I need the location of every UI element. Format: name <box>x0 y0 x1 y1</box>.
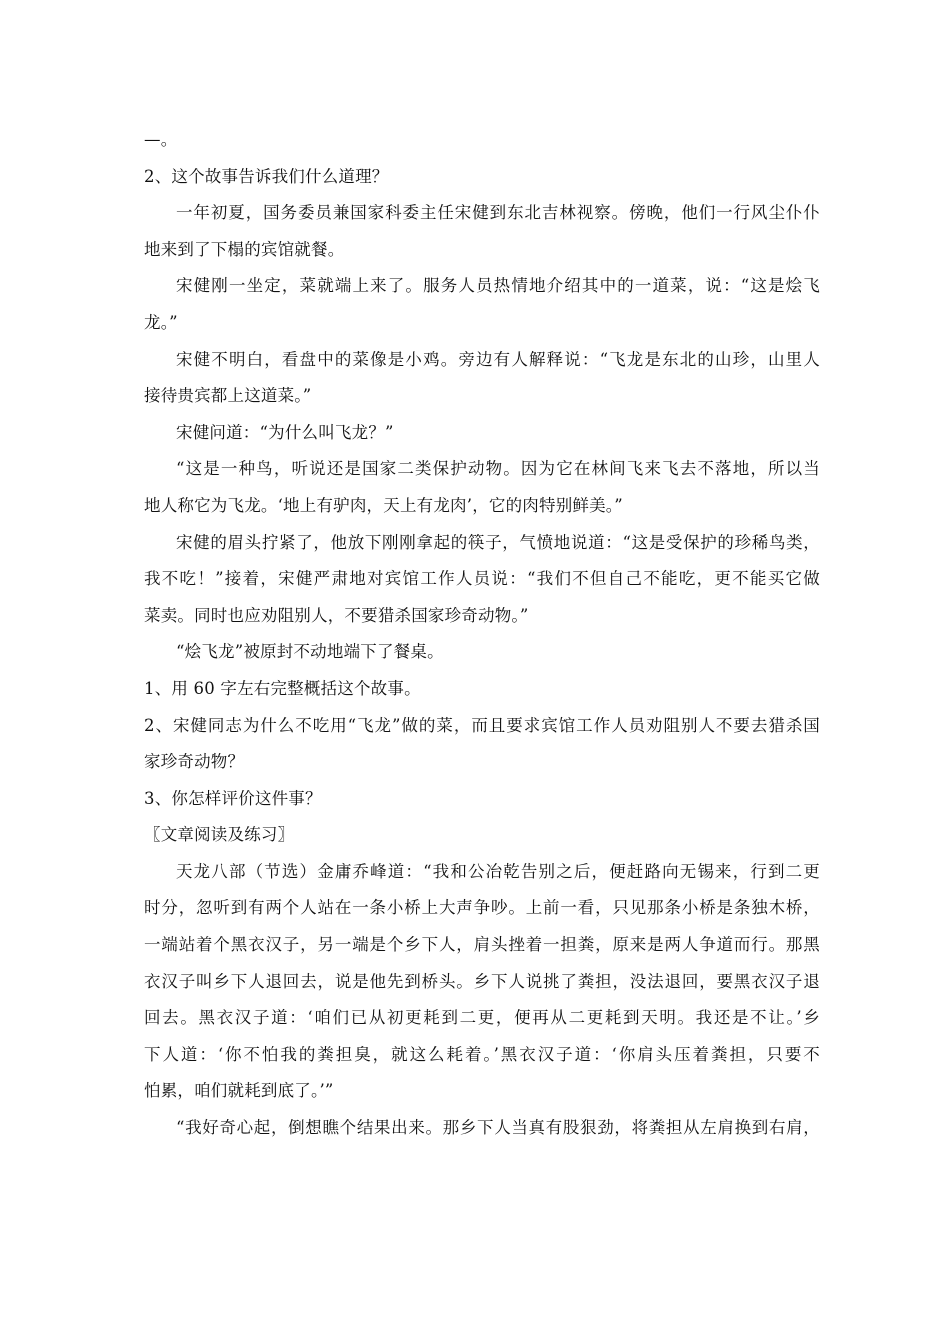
text-line: 天龙八部（节选）金庸乔峰道：“我和公冶乾告别之后，便赶路向无锡来，行到二更 <box>176 861 820 881</box>
text-line: 菜卖。同时也应劝阻别人，不要猎杀国家珍奇动物。” <box>144 605 529 625</box>
text-line: 宋健问道：“为什么叫飞龙？” <box>176 422 394 442</box>
text-line: 地来到了下榻的宾馆就餐。 <box>144 239 345 259</box>
text-line: —。 <box>144 130 178 149</box>
text-line: 回去。黑衣汉子道：‘咱们已从初更耗到二更，便再从二更耗到天明。我还是不让。’乡 <box>144 1008 820 1028</box>
text-line: 怕累，咱们就耗到底了。’” <box>144 1081 334 1101</box>
text-line: “这是一种鸟，听说还是国家二类保护动物。因为它在林间飞来飞去不落地，所以当 <box>176 459 820 479</box>
text-line: 宋健刚一坐定，菜就端上来了。服务人员热情地介绍其中的一道菜，说：“这是烩飞 <box>176 276 820 296</box>
text-line: 宋健的眉头拧紧了，他放下刚刚拿起的筷子，气愤地说道：“这是受保护的珍稀鸟类， <box>176 532 820 552</box>
text-line: 家珍奇动物？ <box>144 752 245 772</box>
text-line: 一端站着个黑衣汉子，另一端是个乡下人，肩头挫着一担粪，原来是两人争道而行。那黑 <box>144 935 820 955</box>
text-line: 2、这个故事告诉我们什么道理？ <box>144 166 389 186</box>
text-line: “烩飞龙”被原封不动地端下了餐桌。 <box>176 642 444 662</box>
text-line: 一年初夏，国务委员兼国家科委主任宋健到东北吉林视察。傍晚，他们一行风尘仆仆 <box>176 203 820 223</box>
text-line: “我好奇心起，倒想瞧个结果出来。那乡下人当真有股狠劲，将粪担从左肩换到右肩， <box>176 1118 820 1138</box>
text-line: 宋健不明白，看盘中的菜像是小鸡。旁边有人解释说：“飞龙是东北的山珍，山里人 <box>176 349 820 369</box>
text-line: 地人称它为飞龙。‘地上有驴肉，天上有龙肉’，它的肉特别鲜美。” <box>144 495 623 515</box>
text-line: 衣汉子叫乡下人退回去，说是他先到桥头。乡下人说挑了粪担，没法退回，要黑衣汉子退 <box>144 971 820 991</box>
text-line: 2、宋健同志为什么不吃用“飞龙”做的菜，而且要求宾馆工作人员劝阻别人不要去猎杀国 <box>144 715 820 735</box>
text-line: 1、用 60 字左右完整概括这个故事。 <box>144 678 421 698</box>
text-line: 下人道：‘你不怕我的粪担臭，就这么耗着。’黑衣汉子道：‘你肩头压着粪担，只要不 <box>144 1044 820 1064</box>
text-line: 我不吃！”接着，宋健严肃地对宾馆工作人员说：“我们不但自己不能吃，更不能买它做 <box>144 569 820 589</box>
text-line: 龙。” <box>144 312 178 332</box>
text-line: 时分，忽听到有两个人站在一条小桥上大声争吵。上前一看，只见那条小桥是条独木桥， <box>144 898 820 918</box>
text-line: 3、你怎样评价这件事？ <box>144 788 322 808</box>
text-line: 〖文章阅读及练习〗 <box>144 825 295 845</box>
text-line: 接待贵宾都上这道菜。” <box>144 386 312 406</box>
document-body <box>144 122 820 1147</box>
